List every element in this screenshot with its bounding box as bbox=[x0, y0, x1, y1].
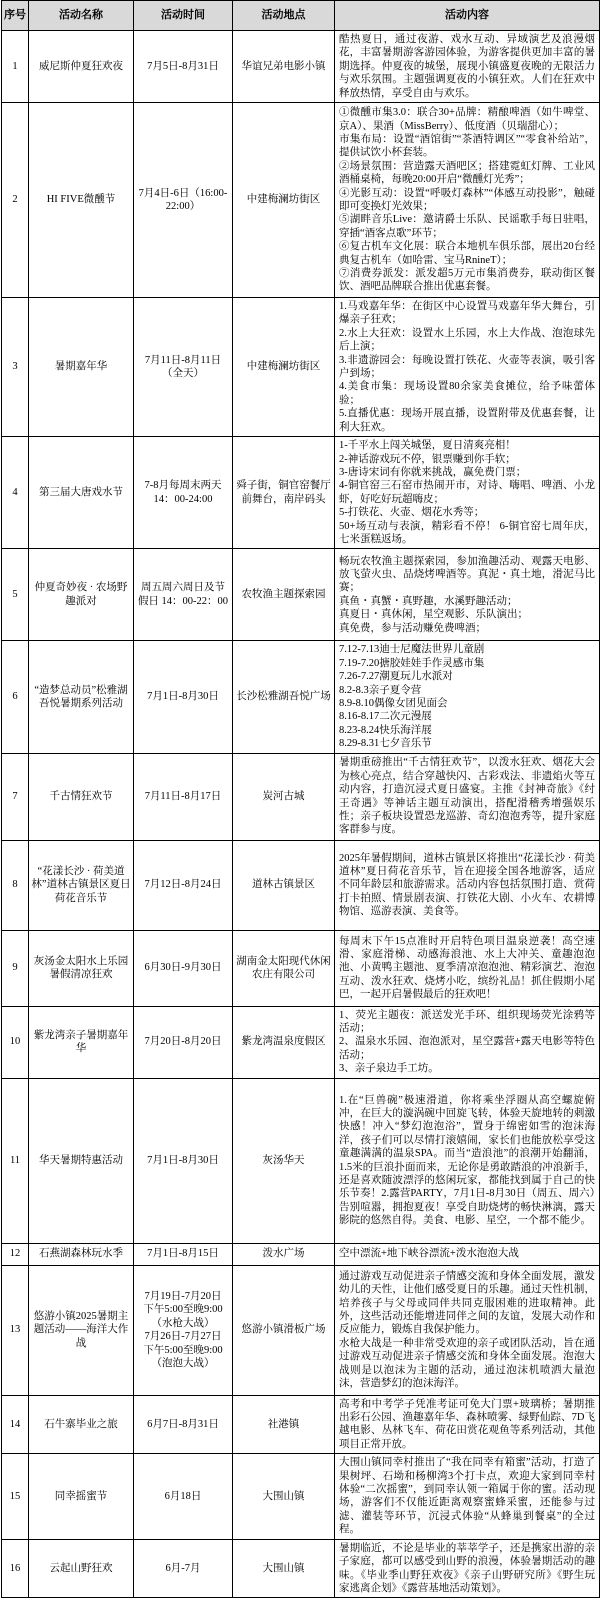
activity-location: 农牧渔主题探索园 bbox=[233, 549, 335, 641]
activity-location: 大围山镇 bbox=[233, 1539, 335, 1598]
row-index: 12 bbox=[2, 1243, 29, 1265]
table-row bbox=[2, 549, 600, 641]
row-index: 2 bbox=[2, 103, 29, 298]
activity-content: 每周末下午15点准时开启特色项目温泉逆袭！高空速滑、家庭滑梯、动感海浪池、水上大冲关、童趣泡泡池、小黄鸭主题池、夏季清凉泡泡池、精彩演艺、泡泡互动、泼水狂欢、烧烤小吃，缤纷礼品！抓住假期小尾巴，一起开启暑假最后的狂欢吧！ bbox=[335, 930, 600, 1006]
activity-name: 第三届大唐戏水节 bbox=[29, 437, 134, 549]
table-row bbox=[2, 103, 600, 298]
table-row bbox=[2, 31, 600, 103]
activity-time: 7月1日-8月15日 bbox=[134, 1243, 233, 1265]
activity-time: 7月4日-6日（16:00- 22:00） bbox=[134, 103, 233, 298]
activity-name: “造梦总动员”松雅湖吾悦暑期系列活动 bbox=[29, 641, 134, 753]
table-row bbox=[2, 1539, 600, 1598]
activity-time: 6月30日-9月30日 bbox=[134, 930, 233, 1006]
table-row bbox=[2, 930, 600, 1006]
activity-name: 紫龙湾亲子暑期嘉年华 bbox=[29, 1006, 134, 1078]
table-row bbox=[2, 1265, 600, 1395]
activity-name: 悠游小镇2025暑期主题活动——海洋大作战 bbox=[29, 1265, 134, 1395]
activity-location: 中建梅澜坊街区 bbox=[233, 103, 335, 298]
row-index: 10 bbox=[2, 1006, 29, 1078]
activity-time: 6月7日-8月31日 bbox=[134, 1395, 233, 1454]
activity-location: 华谊兄弟电影小镇 bbox=[233, 31, 335, 103]
activity-name: 华天暑期特惠活动 bbox=[29, 1078, 134, 1243]
activity-time: 7月1日-8月30日 bbox=[134, 1078, 233, 1243]
activity-content: 7.12-7.13迪士尼魔法世界儿童剧 7.19-7.20搪胶娃娃手作灵感市集 7.26-7.27潮夏玩儿水派对 8.2-8.3亲子夏令营 8.9-8.10偶像女团见面会 8.16-8.17二次元漫展 8.23-8.24快乐海洋展 8.29-8.31七夕音乐节 bbox=[335, 641, 600, 753]
activity-content: 1-千平水上闯关城堡，夏日清爽亮相！ 2-神话游戏玩不停，银票赚到你手软； 3-唐诗宋词有你就来挑战，赢免费门票； 4-铜官窑三石窑市热闹开市，对诗、嗨唱、啤酒、小龙虾，好吃好玩超嗨皮； 5-打铁花、火壶、烟花水秀等； 50+场互动与表演，精彩看不停！ 6-铜官窑七周年庆，七米蛋糕返场。 bbox=[335, 437, 600, 549]
activity-name: 石燕湖森林玩水季 bbox=[29, 1243, 134, 1265]
activity-location: 湖南金太阳现代休闲农庄有限公司 bbox=[233, 930, 335, 1006]
activity-content: 通过游戏互动促进亲子情感交流和身体全面发展，激发幼儿的天性，让他们感受夏日的乐趣。通过天性机制，培养孩子与父母或同伴共同克服困难的进取精神。此外，这些活动还能增进同伴之间的友谊，发展大动作和反应能力，锻炼自我保护能力。 水枪大战是一种非常受欢迎的亲子或团队活动，旨在通过游戏互动促进亲子情感交流和身体全面发展。泡泡大战则是以泡沫为主题的活动，通过泡沫机喷洒大量泡沫，营造梦幻的泡沫海洋。 bbox=[335, 1265, 600, 1395]
row-index: 5 bbox=[2, 549, 29, 641]
row-index: 1 bbox=[2, 31, 29, 103]
activity-location: 紫龙湾温泉度假区 bbox=[233, 1006, 335, 1078]
activity-name: 威尼斯仲夏狂欢夜 bbox=[29, 31, 134, 103]
table-row bbox=[2, 1454, 600, 1539]
activity-name: 灰汤金太阳水上乐园暑假清凉狂欢 bbox=[29, 930, 134, 1006]
activity-time: 7月1日-8月30日 bbox=[134, 641, 233, 753]
activity-content: 2025年暑假期间，道林古镇景区将推出“花漾长沙 · 荷美道林”夏日荷花音乐节，旨在迎接全国各地游客，适应不同年龄层和旅游需求。活动内容包括氛围打造、赏荷打卡拍照、情景剧表演、打铁花大剧、小火车、农耕博物馆、巡游表演、美食等。 bbox=[335, 840, 600, 930]
activity-content: 暑期临近，不论是毕业的莘莘学子，还是携家出游的亲子家庭，都可以感受到山野的浪漫，体验暑期活动的趣味。《毕业季山野狂欢夜》《亲子山野研究所》《野生玩家逃离企划》《露营基地活动策划》。 bbox=[335, 1539, 600, 1598]
activity-location: 长沙松雅湖吾悦广场 bbox=[233, 641, 335, 753]
activity-content: 1.在“巨兽碗”极速滑道，你将乘坐浮圈从高空螺旋俯冲，在巨大的漩涡碗中回旋飞转，体验天旋地转的刺激快感！冲入“梦幻泡泡浴”，置身于绵密如雪的泡沫海洋，孩子们可以尽情打滚嬉闹，家长们也能放松享受这童趣满满的温泉SPA。而当“造浪池”的浪潮开始翻涌，1.5米的巨浪扑面而来，无论你是勇敢踏浪的冲浪新手，还是喜欢随波漂浮的悠闲玩家，都能找到属于自己的快乐节奏！2.露营PARTY，7月1日-8月30日（周五、周六）告别喧嚣，拥抱夏夜！享受自助烧烤的畅快淋漓，露天影院的悠然自得。美食、电影、星空，一个都不能少。 bbox=[335, 1078, 600, 1243]
activities-table bbox=[1, 0, 600, 1598]
table-row bbox=[2, 437, 600, 549]
activity-location: 大围山镇 bbox=[233, 1454, 335, 1539]
row-index: 7 bbox=[2, 753, 29, 840]
activity-location: 社港镇 bbox=[233, 1395, 335, 1454]
activity-location: 悠游小镇滑板广场 bbox=[233, 1265, 335, 1395]
activity-name: HI FIVE微醺节 bbox=[29, 103, 134, 298]
activity-name: 暑期嘉年华 bbox=[29, 298, 134, 437]
activity-location: 灰汤华天 bbox=[233, 1078, 335, 1243]
activity-location: 中建梅澜坊街区 bbox=[233, 298, 335, 437]
activity-content: 1、荧光主题夜：派送发光手环、组织现场荧光涂鸦等活动； 2、温泉水乐园、泡泡派对，星空露营+露天电影等特色活动； 3、亲子泉边手工坊。 bbox=[335, 1006, 600, 1078]
header-row bbox=[2, 1, 600, 31]
activity-time: 7-8月每周末两天 14：00-24:00 bbox=[134, 437, 233, 549]
activity-time: 7月19日-7月20日 下午5:00至晚9:00 （水枪大战） 7月26日-7月27日 下午5:00至晚9:00 （泡泡大战） bbox=[134, 1265, 233, 1395]
table-row bbox=[2, 1243, 600, 1265]
activity-name: 同幸摇蜜节 bbox=[29, 1454, 134, 1539]
row-index: 11 bbox=[2, 1078, 29, 1243]
activity-content: 暑期重磅推出“千古情狂欢节”，以泼水狂欢、烟花大会为核心亮点，结合穿越快闪、古彩戏法、非遗焰火等互动内容，打造沉浸式夏日盛宴。主推《封神奇旅》《纣王奇遇》等神话主题互动演出，搭配滑稽秀增强娱乐性；亲子板块设置恐龙巡游、奇幻泡泡秀等，提升家庭客群参与度。 bbox=[335, 753, 600, 840]
activity-time: 6月-7月 bbox=[134, 1539, 233, 1598]
row-index: 6 bbox=[2, 641, 29, 753]
activity-content: 大围山镇同幸村推出了“我在同幸有箱蜜”活动，打造了果树坪、石坳和杨柳湾3个打卡点，欢迎大家到同幸村体验“二次摇蜜”，到同幸认领一箱属于你的蜜。活动现场，游客们不仅能近距离观察蜜蜂采蜜，还能参与过滤、灌装等环节，沉浸式体验“从蜂巢到餐桌”的全过程。 bbox=[335, 1454, 600, 1539]
row-index: 4 bbox=[2, 437, 29, 549]
activity-location: 炭河古城 bbox=[233, 753, 335, 840]
table-row bbox=[2, 641, 600, 753]
activity-time: 周五周六周日及节假日 14：00-22：00 bbox=[134, 549, 233, 641]
row-index: 14 bbox=[2, 1395, 29, 1454]
activity-time: 7月11日-8月17日 bbox=[134, 753, 233, 840]
row-index: 9 bbox=[2, 930, 29, 1006]
table-row bbox=[2, 1395, 600, 1454]
row-index: 15 bbox=[2, 1454, 29, 1539]
activity-location: 舜子街，铜官窑餐厅前舞台，南岸码头 bbox=[233, 437, 335, 549]
header-content: 活动内容 bbox=[335, 1, 600, 31]
table-row bbox=[2, 753, 600, 840]
header-index: 序号 bbox=[2, 1, 29, 31]
header-name: 活动名称 bbox=[29, 1, 134, 31]
activity-content: 空中漂流+地下峡谷漂流+泼水泡泡大战 bbox=[335, 1243, 600, 1265]
activity-time: 7月5日-8月31日 bbox=[134, 31, 233, 103]
activity-content: ①微醺市集3.0：联合30+品牌：精酿啤酒（如牛啤堂、京A）、果酒（MissBerry）、低度酒（贝瑞甜心）； 市集布局：设置“酒馆街”“茶酒特调区”“零食补给站”，提供试饮小杯套装。 ②场景氛围：营造露天酒吧区；搭建霓虹灯牌、工业风酒桶桌椅，每晚20:00开启“微醺灯光秀”； ④光影互动：设置“呼吸灯森林”“体感互动投影”，触碰即可变换灯光效果； ⑤湖畔音乐Live：邀请爵士乐队、民谣歌手每日驻唱，穿插“酒客点歌”环节； ⑥复古机车文化展：联合本地机车俱乐部，展出20台经典复古机车（如哈雷、宝马RnineT）； ⑦消费券派发：派发超5万元市集消费券，联动街区餐饮、酒吧品牌联合推出优惠套餐。 bbox=[335, 103, 600, 298]
activity-location: 泼水广场 bbox=[233, 1243, 335, 1265]
activity-name: 石牛寨毕业之旅 bbox=[29, 1395, 134, 1454]
table-row bbox=[2, 298, 600, 437]
row-index: 8 bbox=[2, 840, 29, 930]
activity-time: 7月20日-8月20日 bbox=[134, 1006, 233, 1078]
activity-name: 仲夏奇妙夜 · 农场野趣派对 bbox=[29, 549, 134, 641]
table-row bbox=[2, 840, 600, 930]
row-index: 16 bbox=[2, 1539, 29, 1598]
activity-time: 6月18日 bbox=[134, 1454, 233, 1539]
header-time: 活动时间 bbox=[134, 1, 233, 31]
activity-name: “花漾长沙 · 荷美道林”道林古镇景区夏日荷花音乐节 bbox=[29, 840, 134, 930]
activity-content: 1.马戏嘉年华：在街区中心设置马戏嘉年华大舞台，引爆亲子狂欢； 2.水上大狂欢：设置水上乐园，水上大作战、泡泡球先后上演； 3.非遗游园会：每晚设置打铁花、火壶等表演，吸引客户到场； 4.美食市集：现场设置80余家美食摊位，给予味蕾体验； 5.直播优惠：现场开展直播，设置附带及优惠套餐，让利大狂欢。 bbox=[335, 298, 600, 437]
activity-content: 酷热夏日，通过夜游、戏水互动、异域演艺及浪漫烟花，丰富暑期游客游园体验，为游客提供更加丰富的暑期选择。仲夏夜的城堡，展现小镇盛夏夜晚的无限活力与欢乐氛围。主题强调夏夜的小镇狂欢。人们在狂欢中释放热情，享受自由与欢乐。 bbox=[335, 31, 600, 103]
activity-content: 畅玩农牧渔主题探索园，参加渔趣活动、观露天电影、放飞萤火虫、品烧烤啤酒等。真泥・真土地，滑泥马比赛； 真鱼・真蟹・真野趣，水溪野趣活动； 真夏日・真休闲，星空观影、乐队演出； 真免费，参与活动赚免费啤酒； bbox=[335, 549, 600, 641]
activity-name: 千古情狂欢节 bbox=[29, 753, 134, 840]
activity-location: 道林古镇景区 bbox=[233, 840, 335, 930]
header-location: 活动地点 bbox=[233, 1, 335, 31]
activity-time: 7月12日-8月24日 bbox=[134, 840, 233, 930]
activity-time: 7月11日-8月11日 （全天） bbox=[134, 298, 233, 437]
row-index: 13 bbox=[2, 1265, 29, 1395]
activity-content: 高考和中考学子凭准考证可免大门票+玻璃桥；暑期推出彩石公园、渔趣嘉年华、森林喷雾、绿野仙踪、7D飞越电影、丛林飞车、荷花田赏花观鱼等系列活动，其他项目正常开放。 bbox=[335, 1395, 600, 1454]
row-index: 3 bbox=[2, 298, 29, 437]
table-row bbox=[2, 1078, 600, 1243]
activity-name: 云起山野狂欢 bbox=[29, 1539, 134, 1598]
table-row bbox=[2, 1006, 600, 1078]
